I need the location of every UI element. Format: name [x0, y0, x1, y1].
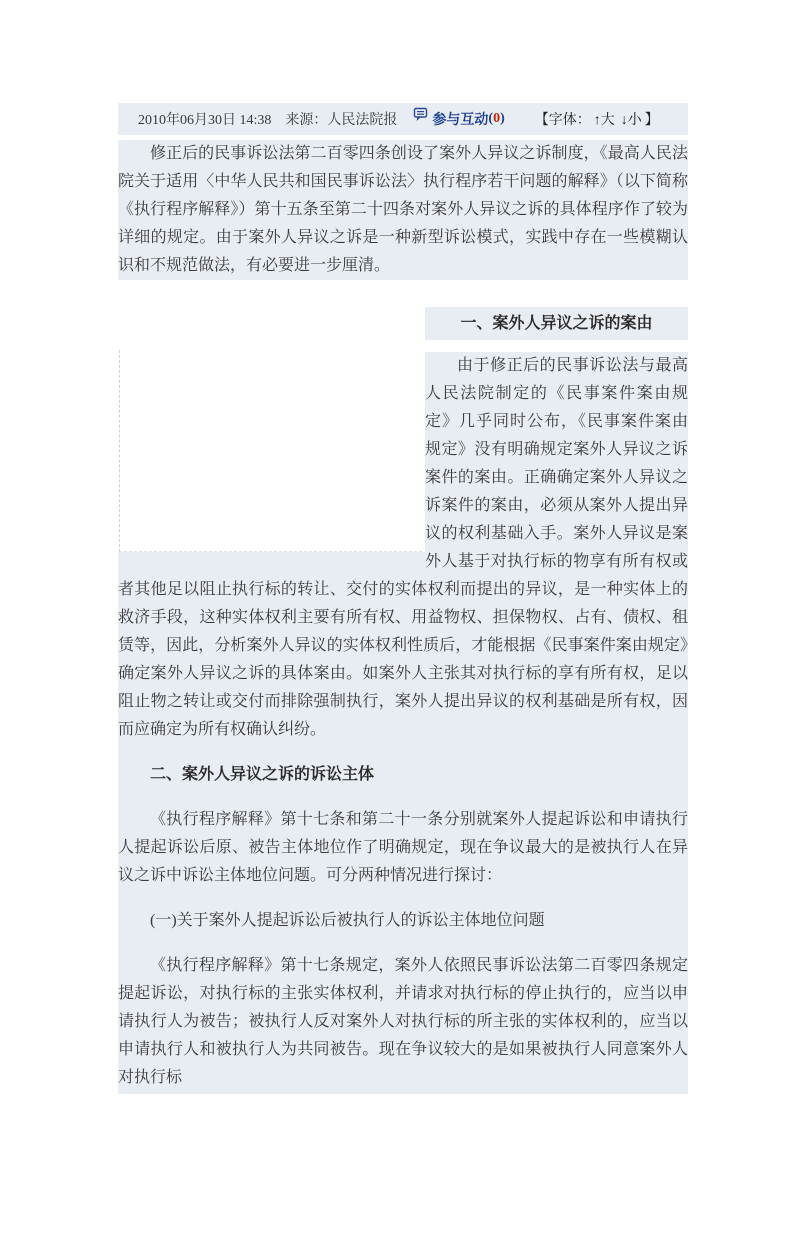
- font-decrease-button[interactable]: ↓小: [620, 113, 642, 128]
- section2-paragraph-2: 《执行程序解释》第十七条规定，案外人依照民事诉讼法第二百零四条规定提起诉讼，对执行标的主张实体权利，并请求对执行标的停止执行的，应当以申请执行人为被告；被执行人反对案外人对执行标的所主张的实体权利的，应当以申请执行人和被执行人为共同被告。现在争议较大的是如果被执行人同意案外人对执行标: [118, 957, 688, 1086]
- section2-subheading-1: (一)关于案外人提起诉讼后被执行人的诉讼主体地位问题: [150, 912, 545, 929]
- font-label-close: 】: [644, 113, 659, 128]
- article-source: 来源：人民法院报: [285, 113, 398, 128]
- meta-bar: [118, 103, 688, 135]
- font-label-open: 【字体：: [534, 113, 591, 128]
- section1-paragraph: 由于修正后的民事诉讼法与最高人民法院制定的《民事案件案由规定》几乎同时公布，《民事案件案由规定》没有明确规定案外人异议之诉案件的案由。正确确定案外人异议之诉案件的案由，必须从案外人提出异议的权利基础入手。案外人异议是案外人基于对执行标的物享有所有权或者其他足以阻止执行标的转让、交付的实体权利而提出的异议，是一种实体上的救济手段，这种实体权利主要有所有权、用益物权、担保物权、占有、债权、租赁等，因此，分析案外人异议的实体权利性质后，才能根据《民事案件案由规定》确定案外人异议之诉的具体案由。如案外人主张其对执行标的享有所有权，足以阻止物之转让或交付而排除强制执行，案外人提出异议的权利基础是所有权，因而应确定为所有权确认纠纷。: [118, 357, 688, 738]
- speech-bubble-icon: [413, 106, 430, 128]
- section1-heading: 一、案外人异议之诉的案由: [118, 307, 688, 340]
- publish-datetime: 2010年06月30日 14:38: [138, 113, 272, 128]
- interact-count-close: ): [500, 111, 505, 126]
- article-page: [0, 103, 800, 1235]
- image-frame-hint: [119, 350, 422, 552]
- font-size-control: [535, 109, 659, 129]
- interact-label[interactable]: 参与互动: [432, 113, 489, 128]
- intro-paragraph: 修正后的民事诉讼法第二百零四条创设了案外人异议之诉制度，《最高人民法院关于适用〈中华人民共和国民事诉讼法〉执行程序若干问题的解释》（以下简称《执行程序解释》）第十五条至第二十四条对案外人异议之诉的具体程序作了较为详细的规定。由于案外人异议之诉是一种新型诉讼模式，实践中存在一些模糊认识和不规范做法，有必要进一步厘清。: [118, 140, 688, 280]
- section2-paragraph-1: 《执行程序解释》第十七条和第二十一条分别就案外人提起诉讼和申请执行人提起诉讼后原、被告主体地位作了明确规定，现在争议最大的是被执行人在异议之诉中诉讼主体地位问题。可分两种情况进行探讨：: [118, 811, 688, 884]
- section2-heading: 二、案外人异议之诉的诉讼主体: [150, 766, 375, 783]
- interact-count-open: (: [488, 111, 494, 126]
- image-placeholder: [118, 307, 425, 552]
- article-content: [118, 103, 688, 1094]
- font-increase-button[interactable]: ↑大: [593, 113, 615, 128]
- interact-link[interactable]: [413, 108, 504, 130]
- interact-count: 0: [493, 111, 501, 126]
- article-main-section: [118, 307, 688, 1094]
